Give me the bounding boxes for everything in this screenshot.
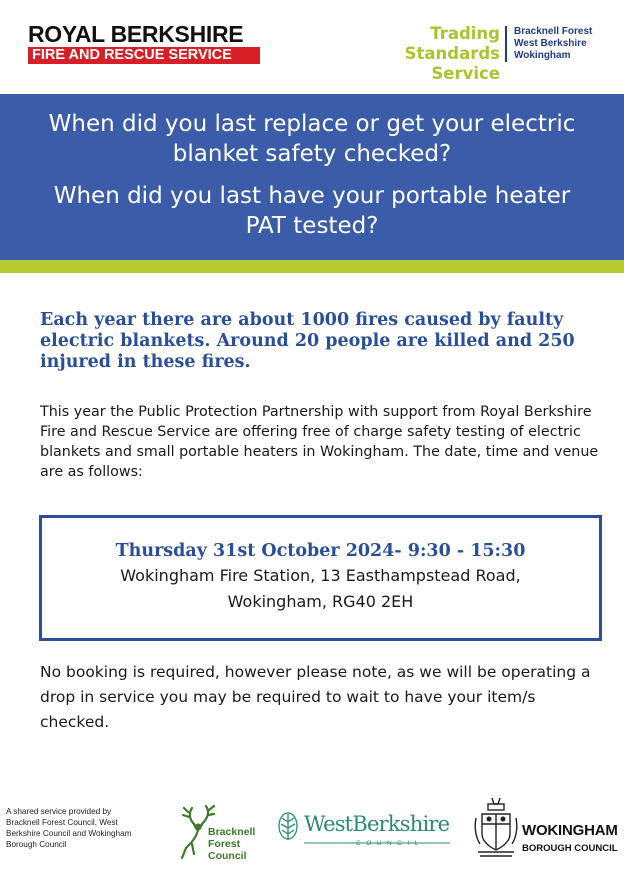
council-name: West Berkshire <box>514 38 587 49</box>
booking-note: No booking is required, however please note, as we will be operating a drop in service you may be required to wait to have your item/s checked. <box>40 663 591 731</box>
trading-standards-subtitle: Service <box>431 64 500 83</box>
west-berkshire-logo: WestBerkshire <box>304 812 450 836</box>
wokingham-borough-council-label: BOROUGH COUNCIL <box>522 843 618 854</box>
fire-statistics-lead: Each year there are about 1000 fires caused by faulty electric blankets. Around 20 people are killed and 250 injured in these fires. <box>40 310 575 372</box>
accent-stripe <box>0 260 624 273</box>
bracknell-logo-line: Council <box>208 850 247 862</box>
question-banner <box>0 94 624 260</box>
shared-service-credit: A shared service provided by Bracknell Forest Council, West Berkshire Council and Wokingham Borough Council <box>6 807 132 849</box>
event-date-time: Thursday 31st October 2024- 9:30 - 15:30 <box>115 541 526 561</box>
fire-service-name: ROYAL BERKSHIRE <box>28 21 244 47</box>
fire-service-logo <box>28 22 260 64</box>
fire-service-subtitle: FIRE AND RESCUE SERVICE <box>28 47 260 64</box>
wokingham-crest-icon <box>472 794 520 860</box>
banner-question-heater: When did you last have your portable heater PAT tested? <box>53 183 571 239</box>
west-berkshire-council-label: COUNCIL <box>356 840 424 847</box>
trading-standards-logo <box>330 24 500 84</box>
trading-standards-title: Trading Standards <box>404 24 500 63</box>
header-divider <box>505 26 507 62</box>
council-name: Wokingham <box>514 50 571 61</box>
wokingham-logo: WOKINGHAM <box>522 822 618 839</box>
council-name: Bracknell Forest <box>514 26 593 37</box>
banner-question-blanket: When did you last replace or get your electric blanket safety checked? <box>48 111 576 167</box>
bracknell-council-logo <box>208 826 255 862</box>
event-details-box <box>39 515 602 641</box>
intro-paragraph: This year the Public Protection Partnership with support from Royal Berkshire Fire and Rescue Service are offering free of charge safety testing of electric blankets and small portable heaters in Wokingham. The date, time and venue are as follows: <box>40 404 599 480</box>
council-list <box>514 26 592 62</box>
event-venue-line: Wokingham Fire Station, 13 Easthampstead Road, <box>120 566 521 585</box>
bracknell-logo-line: Forest <box>208 838 241 850</box>
bracknell-logo-line: Bracknell <box>208 826 256 838</box>
event-venue-line: Wokingham, RG40 2EH <box>227 592 414 611</box>
